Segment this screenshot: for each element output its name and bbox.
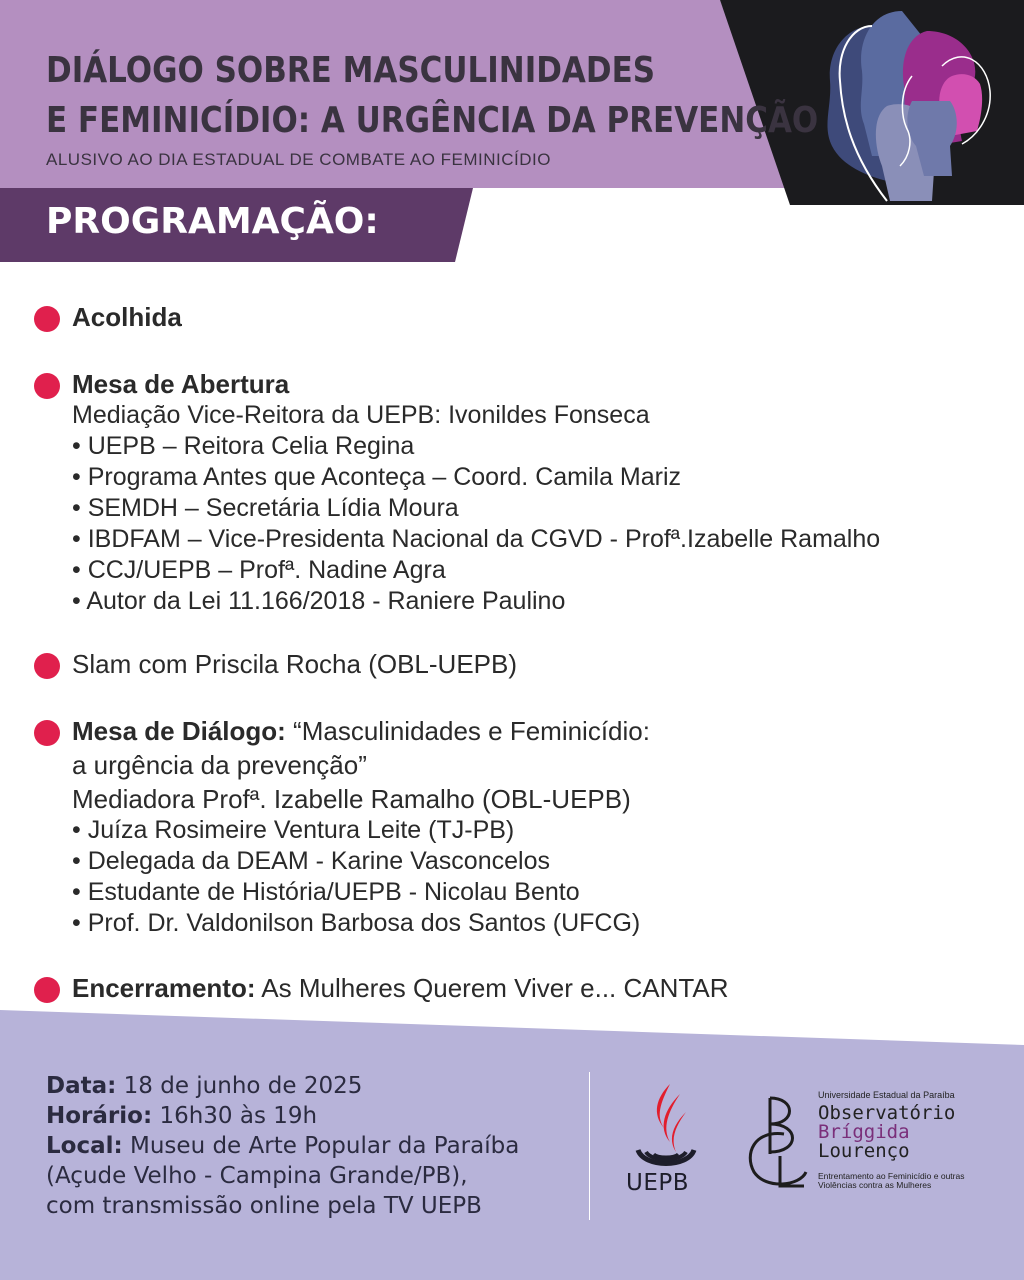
agenda-abertura-item: • Autor da Lei 11.166/2018 - Raniere Paulino: [72, 587, 566, 615]
agenda-dialogo-item: • Prof. Dr. Valdonilson Barbosa dos Santos (UFCG): [72, 909, 641, 937]
event-place-label: Local:: [46, 1133, 123, 1159]
obl-name-line-2: Bríggida: [818, 1121, 910, 1143]
event-place: [46, 1131, 519, 1161]
event-place-line-2: (Açude Velho - Campina Grande/PB),: [46, 1163, 468, 1189]
bullet-dot-icon: [34, 977, 60, 1003]
bullet-dot-icon: [34, 653, 60, 679]
agenda-dialogo-theme-2: a urgência da prevenção”: [72, 750, 367, 780]
bullet-dot-icon: [34, 720, 60, 746]
agenda-encerramento: [72, 973, 728, 1004]
event-time-value: 16h30 às 19h: [152, 1103, 318, 1129]
agenda-slam: Slam com Priscila Rocha (OBL-UEPB): [72, 649, 517, 679]
event-date: [46, 1071, 519, 1101]
agenda-abertura-item: • UEPB – Reitora Celia Regina: [72, 432, 415, 460]
event-subtitle: ALUSIVO AO DIA ESTADUAL DE COMBATE AO FEMINICÍDIO: [46, 150, 552, 169]
agenda-dialogo-item: • Juíza Rosimeire Ventura Leite (TJ-PB): [72, 816, 515, 844]
obl-tagline-line-2: Violências contra as Mulheres: [818, 1180, 932, 1190]
agenda-dialogo-label: Mesa de Diálogo:: [72, 716, 286, 746]
event-title: [46, 46, 818, 146]
agenda-abertura-item: • IBDFAM – Vice-Presidenta Nacional da CGVD - Profª.Izabelle Ramalho: [72, 525, 881, 553]
women-profiles-illustration: [812, 6, 1002, 206]
agenda-abertura-mediation: Mediação Vice-Reitora da UEPB: Ivonildes Fonseca: [72, 401, 650, 429]
bullet-dot-icon: [34, 306, 60, 332]
obl-name: [818, 1104, 955, 1161]
obl-name-line-1: Observatório: [818, 1102, 956, 1124]
obl-tagline-line-1: Entrentamento ao Feminicídio e outras: [818, 1171, 965, 1181]
event-date-label: Data:: [46, 1073, 117, 1099]
program-heading: PROGRAMAÇÃO:: [46, 201, 379, 242]
event-title-line-1: DIÁLOGO SOBRE MASCULINIDADES: [46, 50, 656, 91]
agenda-dialogo-heading: [72, 716, 650, 747]
agenda-abertura-item: • SEMDH – Secretária Lídia Moura: [72, 494, 459, 522]
agenda-encerramento-text: As Mulheres Querem Viver e... CANTAR: [255, 973, 729, 1003]
obl-tagline: [818, 1172, 964, 1190]
event-details: [46, 1071, 519, 1221]
event-time-label: Horário:: [46, 1103, 153, 1129]
bullet-dot-icon: [34, 373, 60, 399]
agenda-dialogo-mediator: Mediadora Profª. Izabelle Ramalho (OBL-UEPB): [72, 784, 631, 814]
obl-monogram-logo-icon: [744, 1094, 814, 1190]
agenda-dialogo-item: • Delegada da DEAM - Karine Vasconcelos: [72, 847, 550, 875]
agenda-acolhida: Acolhida: [72, 302, 182, 332]
agenda-abertura-title: Mesa de Abertura: [72, 369, 290, 399]
agenda-dialogo-theme-1: “Masculinidades e Feminicídio:: [285, 716, 650, 746]
event-place-line-3: com transmissão online pela TV UEPB: [46, 1193, 482, 1219]
agenda-encerramento-label: Encerramento:: [72, 973, 256, 1003]
obl-name-line-3: Lourenço: [818, 1140, 910, 1162]
event-date-value: 18 de junho de 2025: [116, 1073, 363, 1099]
agenda-dialogo-item: • Estudante de História/UEPB - Nicolau Bento: [72, 878, 580, 906]
event-time: [46, 1101, 519, 1131]
event-place-value: Museu de Arte Popular da Paraíba: [122, 1133, 520, 1159]
agenda-abertura-item: • Programa Antes que Aconteça – Coord. Camila Mariz: [72, 463, 682, 491]
footer-divider: [589, 1072, 590, 1220]
agenda-abertura-item: • CCJ/UEPB – Profª. Nadine Agra: [72, 556, 446, 584]
uepb-logo-text: UEPB: [626, 1170, 690, 1196]
event-title-line-2: E FEMINICÍDIO: A URGÊNCIA DA PREVENÇÃO: [46, 100, 819, 141]
obl-university-label: Universidade Estadual da Paraíba: [818, 1090, 955, 1100]
